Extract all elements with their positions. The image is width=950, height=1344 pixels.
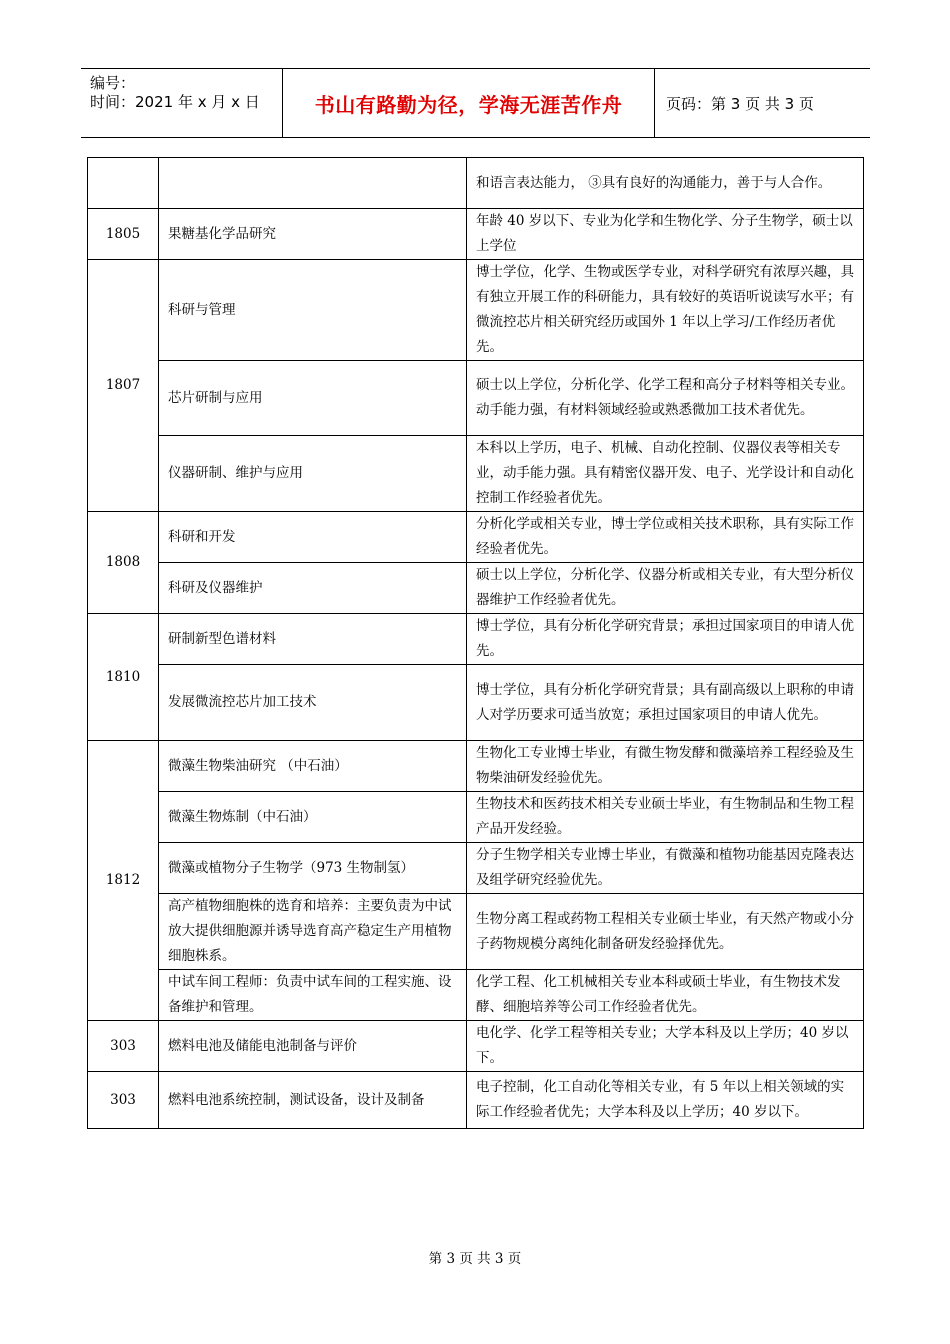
research-direction-cell: 微藻生物炼制（中石油） [159, 792, 467, 843]
table-row [88, 792, 864, 843]
table-row [88, 361, 864, 436]
dept-id-cell: 1810 [88, 614, 159, 741]
requirement-cell: 电化学、化学工程等相关专业；大学本科及以上学历；40 岁以下。 [467, 1021, 864, 1072]
requirement-cell: 生物技术和医药技术相关专业硕士毕业，有生物制品和生物工程产品开发经验。 [467, 792, 864, 843]
doc-time-label: 时间：2021 年 x 月 x 日 [90, 93, 260, 111]
header-motto: 书山有路勤为径，学海无涯苦作舟 [314, 92, 623, 117]
research-direction-cell: 研制新型色谱材料 [159, 614, 467, 665]
research-direction-cell: 高产植物细胞株的选育和培养：主要负责为中试放大提供细胞源并诱导选育高产稳定生产用植物细胞株系。 [159, 894, 467, 970]
research-direction-cell: 微藻或植物分子生物学（973 生物制氢） [159, 843, 467, 894]
table-row [88, 563, 864, 614]
requirement-cell: 电子控制，化工自动化等相关专业，有 5 年以上相关领域的实际工作经验者优先；大学本科及以上学历；40 岁以下。 [467, 1072, 864, 1129]
dept-id-cell: 1807 [88, 260, 159, 512]
table-row [88, 260, 864, 361]
research-direction-cell: 中试车间工程师：负责中试车间的工程实施、设备维护和管理。 [159, 970, 467, 1021]
dept-id-cell: 1808 [88, 512, 159, 614]
research-direction-cell: 科研和开发 [159, 512, 467, 563]
table-row [88, 436, 864, 512]
dept-id-cell: 303 [88, 1072, 159, 1129]
requirement-cell: 分子生物学相关专业博士毕业，有微藻和植物功能基因克隆表达及组学研究经验优先。 [467, 843, 864, 894]
dept-id-cell: 303 [88, 1021, 159, 1072]
table-row [88, 158, 864, 209]
requirement-cell: 生物分离工程或药物工程相关专业硕士毕业，有天然产物或小分子药物规模分离纯化制备研发经验择优先。 [467, 894, 864, 970]
doc-number-label: 编号： [90, 74, 136, 92]
table-row [88, 665, 864, 741]
dept-id-cell: 1812 [88, 741, 159, 1021]
header-meta-cell [81, 69, 283, 137]
requirement-cell: 博士学位，具有分析化学研究背景；承担过国家项目的申请人优先。 [467, 614, 864, 665]
header-page-info: 页码：第 3 页 共 3 页 [666, 94, 814, 113]
requirement-cell: 和语言表达能力， ③具有良好的沟通能力，善于与人合作。 [467, 158, 864, 209]
table-row [88, 209, 864, 260]
table-row [88, 614, 864, 665]
requirement-cell: 本科以上学历，电子、机械、自动化控制、仪器仪表等相关专业，动手能力强。具有精密仪器开发、电子、光学设计和自动化控制工作经验者优先。 [467, 436, 864, 512]
research-direction-cell: 科研及仪器维护 [159, 563, 467, 614]
research-direction-cell: 微藻生物柴油研究 （中石油） [159, 741, 467, 792]
header-page-cell [655, 69, 870, 137]
research-direction-cell: 仪器研制、维护与应用 [159, 436, 467, 512]
table-row [88, 894, 864, 970]
requirement-cell: 硕士以上学位，分析化学、化学工程和高分子材料等相关专业。动手能力强，有材料领域经验或熟悉微加工技术者优先。 [467, 361, 864, 436]
requirement-cell: 博士学位，具有分析化学研究背景；具有副高级以上职称的申请人对学历要求可适当放宽；承担过国家项目的申请人优先。 [467, 665, 864, 741]
table-row [88, 1021, 864, 1072]
research-direction-cell [159, 158, 467, 209]
requirement-cell: 硕士以上学位，分析化学、仪器分析或相关专业，有大型分析仪器维护工作经验者优先。 [467, 563, 864, 614]
page-header [81, 68, 870, 138]
table-row [88, 741, 864, 792]
table-row [88, 512, 864, 563]
dept-id-cell [88, 158, 159, 209]
research-direction-cell: 燃料电池系统控制，测试设备，设计及制备 [159, 1072, 467, 1129]
research-direction-cell: 果糖基化学品研究 [159, 209, 467, 260]
research-direction-cell: 燃料电池及储能电池制备与评价 [159, 1021, 467, 1072]
job-requirements-table [87, 157, 864, 1129]
header-motto-cell [283, 69, 655, 137]
page-footer: 第 3 页 共 3 页 [428, 1251, 522, 1267]
table-row [88, 970, 864, 1021]
requirement-cell: 生物化工专业博士毕业，有微生物发酵和微藻培养工程经验及生物柴油研发经验优先。 [467, 741, 864, 792]
requirement-cell: 博士学位，化学、生物或医学专业，对科学研究有浓厚兴趣，具有独立开展工作的科研能力，具有较好的英语听说读写水平；有微流控芯片相关研究经历或国外 1 年以上学习/工作经历者优先。 [467, 260, 864, 361]
research-direction-cell: 芯片研制与应用 [159, 361, 467, 436]
requirement-cell: 分析化学或相关专业，博士学位或相关技术职称，具有实际工作经验者优先。 [467, 512, 864, 563]
requirement-cell: 年龄 40 岁以下、专业为化学和生物化学、分子生物学，硕士以上学位 [467, 209, 864, 260]
table-row [88, 1072, 864, 1129]
dept-id-cell: 1805 [88, 209, 159, 260]
requirement-cell: 化学工程、化工机械相关专业本科或硕士毕业，有生物技术发酵、细胞培养等公司工作经验者优先。 [467, 970, 864, 1021]
table-row [88, 843, 864, 894]
research-direction-cell: 发展微流控芯片加工技术 [159, 665, 467, 741]
research-direction-cell: 科研与管理 [159, 260, 467, 361]
